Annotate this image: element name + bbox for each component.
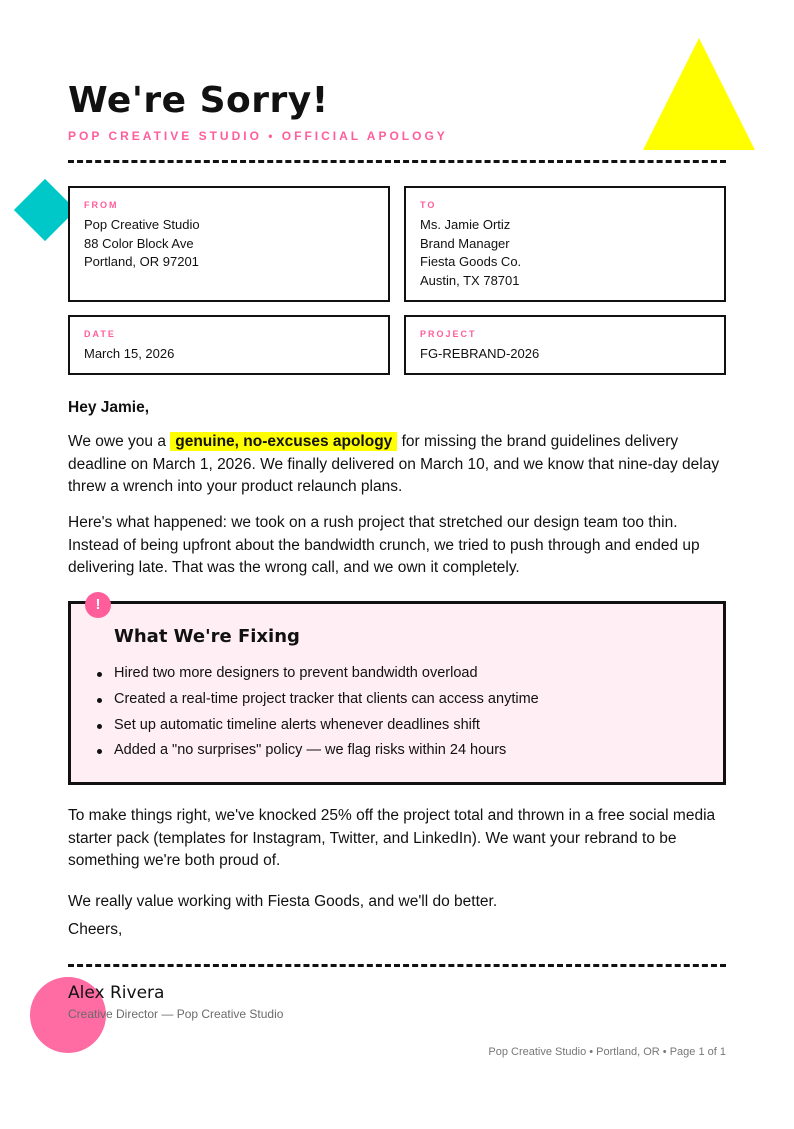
project-box	[404, 315, 726, 375]
highlighted-apology: genuine, no-excuses apology	[170, 432, 397, 451]
from-line: 88 Color Block Ave	[84, 235, 194, 251]
paragraph-commitment: We really value working with Fiesta Goods, and we'll do better.	[68, 893, 498, 910]
page-footer: Pop Creative Studio • Portland, OR • Page 1 of 1	[488, 1046, 726, 1058]
date-value: March 15, 2026	[84, 346, 175, 361]
fixes-callout	[68, 596, 726, 785]
page-subtitle: POP CREATIVE STUDIO • OFFICIAL APOLOGY	[68, 129, 448, 143]
letter-page	[68, 0, 726, 1129]
fixes-list	[111, 661, 539, 764]
paragraph-explanation: Here's what happened: we took on a rush project that stretched our design team too thin. Instead of being upfront about the bandwidth crunch, we tried to push through and ended up delivering late. That was the wrong call, and we own it completely.	[68, 514, 700, 576]
list-item: Set up automatic timeline alerts whenever deadlines shift	[111, 713, 539, 739]
list-item: Created a real-time project tracker that clients can access anytime	[111, 687, 539, 713]
project-label: PROJECT	[420, 329, 477, 339]
date-box	[68, 315, 390, 375]
project-value: FG-REBRAND-2026	[420, 346, 540, 361]
fixes-title: What We're Fixing	[114, 626, 300, 647]
signer-role: Creative Director — Pop Creative Studio	[68, 1007, 284, 1021]
bottom-dashed-divider	[68, 964, 726, 967]
to-line: Fiesta Goods Co.	[420, 254, 522, 269]
to-line: Ms. Jamie Ortiz	[420, 217, 511, 232]
to-line: Austin, TX 78701	[420, 272, 520, 288]
paragraph-intro	[68, 431, 726, 499]
intro-text-end: for missing the brand guidelines delivery deadline on March 1, 2026. We finally delivered on March 10, and we know that nine-day delay threw a wrench into your product relaunch plans.	[68, 433, 720, 495]
page-title: We're Sorry!	[68, 80, 329, 121]
from-label: FROM	[84, 200, 119, 210]
to-address-box	[404, 186, 726, 302]
to-line: Brand Manager	[420, 235, 510, 251]
date-label: DATE	[84, 329, 116, 339]
from-line: Portland, OR 97201	[84, 254, 199, 269]
from-line: Pop Creative Studio	[84, 217, 200, 232]
from-address-box	[68, 186, 390, 302]
exclamation-icon: !	[85, 592, 111, 618]
list-item: Added a "no surprises" policy — we flag risks within 24 hours	[111, 738, 539, 764]
greeting: Hey Jamie,	[68, 399, 149, 416]
to-label: TO	[420, 200, 437, 210]
paragraph-remedy: To make things right, we've knocked 25% off the project total and thrown in a free social media starter pack (templates for Instagram, Twitter, and LinkedIn). We want your rebrand to be something we're both proud of.	[68, 807, 716, 869]
signer-name: Alex Rivera	[68, 983, 165, 1003]
closing: Cheers,	[68, 921, 123, 938]
top-dashed-divider	[68, 160, 726, 163]
list-item: Hired two more designers to prevent bandwidth overload	[111, 661, 539, 687]
cyan-diamond-decoration	[14, 179, 76, 241]
intro-text-start: We owe you a	[68, 433, 171, 450]
